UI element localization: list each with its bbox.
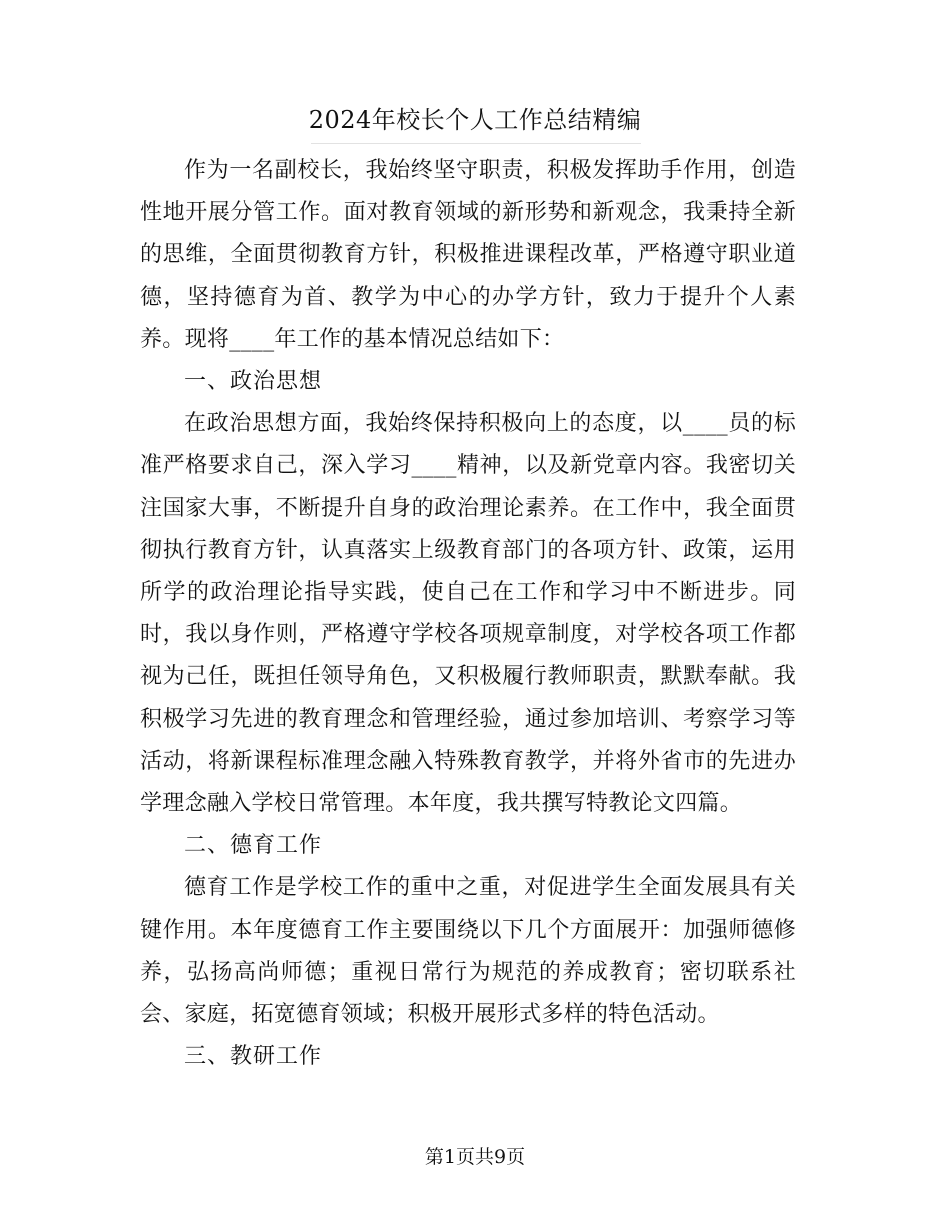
section-heading-politics: 一、政治思想 [184,369,323,395]
section-heading-teaching-research: 三、教研工作 [184,1044,323,1070]
document-body [140,150,796,1078]
intro-paragraph: 作为一名副校长，我始终坚守职责，积极发挥助手作用，创造性地开展分管工作。面对教育领域的新形势和新观念，我秉持全新的思维，全面贯彻教育方针，积极推进课程改革，严格遵守职业道德，坚持德育为首、教学为中心的办学方针，致力于提升个人素养。现将____年工作的基本情况总结如下： [140,158,796,352]
title-underline [311,143,641,144]
document-title: 2024年校长个人工作总结精编 [308,106,642,134]
section-heading-moral-education: 二、德育工作 [184,833,323,859]
moral-education-paragraph: 德育工作是学校工作的重中之重，对促进学生全面发展具有关键作用。本年度德育工作主要围绕以下几个方面展开：加强师德修养，弘扬高尚师德；重视日常行为规范的养成教育；密切联系社会、家庭，拓宽德育领域；积极开展形式多样的特色活动。 [140,875,796,1028]
page-number: 第1页共9页 [424,1146,526,1168]
politics-paragraph: 在政治思想方面，我始终保持积极向上的态度，以____员的标准严格要求自己，深入学习____精神，以及新党章内容。我密切关注国家大事，不断提升自身的政治理论素养。在工作中，我全面贯彻执行教育方针，认真落实上级教育部门的各项方针、政策，运用所学的政治理论指导实践，使自己在工作和学习中不断进步。同时，我以身作则，严格遵守学校各项规章制度，对学校各项工作都视为己任，既担任领导角色，又积极履行教师职责，默默奉献。我积极学习先进的教育理念和管理经验，通过参加培训、考察学习等活动，将新课程标准理念融入特殊教育教学，并将外省市的先进办学理念融入学校日常管理。本年度，我共撰写特教论文四篇。 [140,411,796,817]
